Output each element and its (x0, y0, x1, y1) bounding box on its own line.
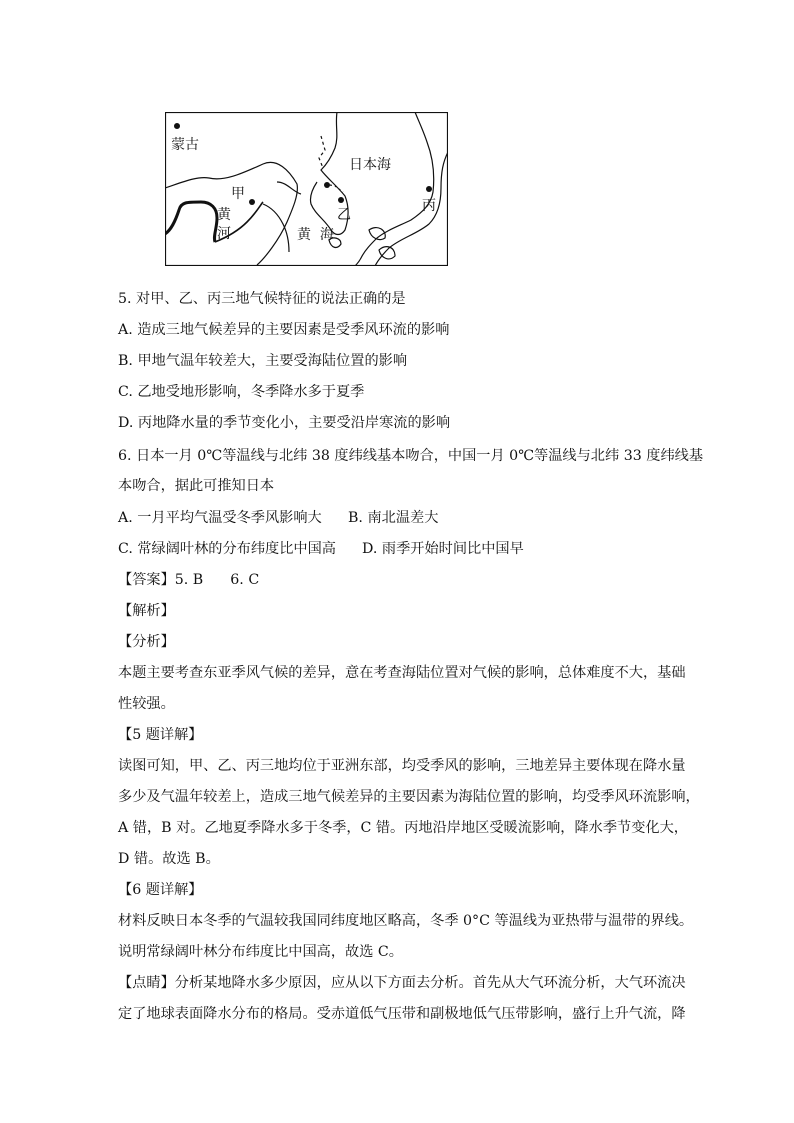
q5-option-d: D. 丙地降水量的季节变化小，主要受沿岸寒流的影响 (118, 415, 451, 431)
label-yellow-river-1: 黄 (217, 207, 231, 223)
east-asia-map (165, 112, 448, 266)
q6-detail-line-1: 材料反映日本冬季的气温较我国同纬度地区略高，冬季 0°C 等温线为亚热带与温带的界线。 (118, 913, 694, 929)
q6-stem-line2: 本吻合，据此可推知日本 (118, 478, 275, 494)
label-mongolia: 蒙古 (171, 137, 199, 153)
dianjing-line-1: 【点睛】分析某地降水多少原因，应从以下方面去分析。首先从大气环流分析，大气环流决 (118, 975, 686, 991)
china-coastline (165, 162, 297, 265)
q5-detail-line-4: D 错。故选 B。 (118, 851, 220, 867)
honshu-west-coast (355, 112, 434, 266)
q5-stem: 5. 对甲、乙、丙三地气候特征的说法正确的是 (118, 291, 406, 307)
q5-detail-line-3: A 错，B 对。乙地夏季降水多于冬季，C 错。丙地沿岸地区受暖流影响，降水季节变化大， (118, 820, 688, 836)
q5-option-c: C. 乙地受地形影响，冬季降水多于夏季 (118, 384, 365, 400)
bing-point (426, 186, 432, 192)
q6-option-b: B. 南北温差大 (348, 510, 439, 526)
q6-detail-line-2: 说明常绿阔叶林分布纬度比中国高，故选 C。 (118, 944, 403, 960)
q6-option-d: D. 雨季开始时间比中国早 (362, 541, 524, 557)
label-yi: 乙 (337, 207, 351, 223)
q6-stem-line1: 6. 日本一月 0℃等温线与北纬 38 度纬线基本吻合，中国一月 0℃等温线与北纬 33 度纬线基 (118, 448, 704, 464)
fenxi-line-1: 本题主要考查东亚季风气候的差异，意在考查海陆位置对气候的影响，总体难度不大，基础 (118, 665, 686, 681)
label-bing: 丙 (422, 198, 436, 214)
label-sea-of-japan: 日本海 (349, 157, 391, 173)
q5-detail-line-1: 读图可知，甲、乙、丙三地均位于亚洲东部，均受季风的影响，三地差异主要体现在降水量 (118, 758, 686, 774)
yellow-river (165, 202, 217, 242)
fenxi-heading: 【分析】 (118, 634, 175, 650)
q5-detail-line-2: 多少及气温年较差上，造成三地气候差异的主要因素为海陆位置的影响，均受季风环流影响， (118, 789, 700, 805)
label-yellow-sea: 黄 海 (297, 227, 334, 243)
q5-option-b: B. 甲地气温年较差大，主要受海陆位置的影响 (118, 353, 408, 369)
q6-option-a: A. 一月平均气温受冬季风影响大 (118, 510, 322, 526)
border-dashed-1 (319, 136, 325, 168)
label-jia: 甲 (231, 186, 245, 202)
yi-point (338, 197, 344, 203)
label-yellow-river-2: 河 (217, 226, 231, 242)
q6-option-c: C. 常绿阔叶林的分布纬度比中国高 (118, 541, 336, 557)
mongolia-point (174, 123, 180, 129)
dianjing-line-2: 定了地球表面降水分布的格局。受赤道低气压带和副极地低气压带影响，盛行上升气流，降 (118, 1006, 686, 1022)
answer-line: 【答案】5. B 6. C (118, 572, 260, 588)
q6-detail-heading: 【6 题详解】 (118, 882, 203, 898)
fenxi-line-2: 性较强。 (118, 696, 175, 712)
jiexi-heading: 【解析】 (118, 603, 175, 619)
q5-option-a: A. 造成三地气候差异的主要因素是受季风环流的影响 (118, 322, 450, 338)
map-figure (165, 112, 448, 266)
shandong-coast (263, 204, 289, 252)
q5-detail-heading: 【5 题详解】 (118, 727, 203, 743)
japan-sea-point (324, 182, 330, 188)
jia-point (249, 199, 255, 205)
